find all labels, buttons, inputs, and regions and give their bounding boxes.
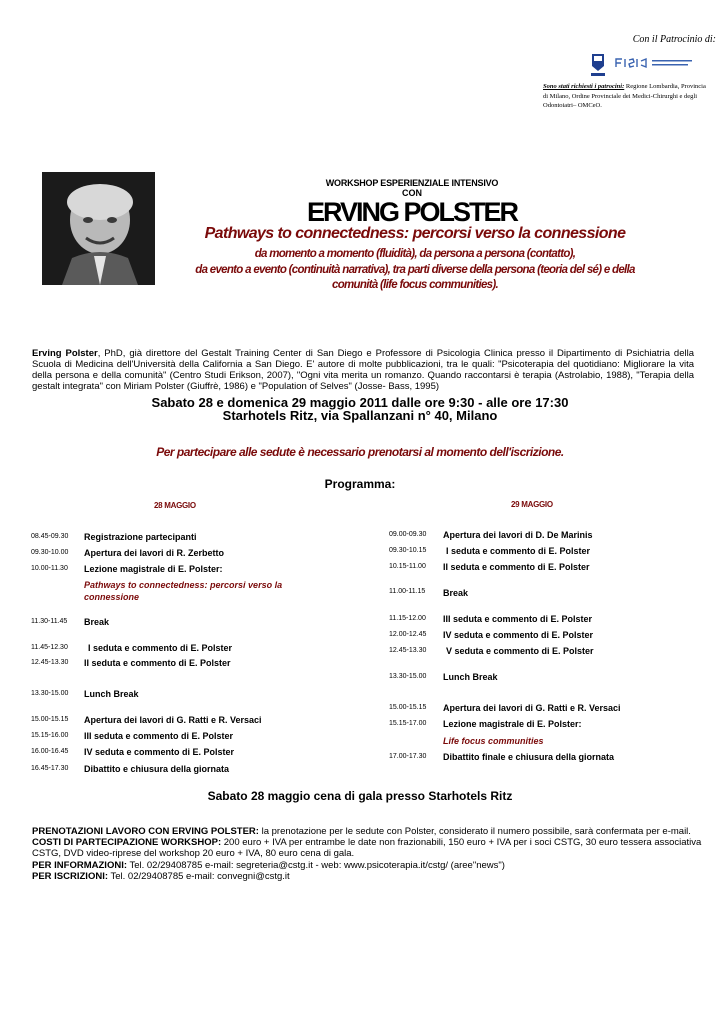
tagline-line: da evento a evento (continuità narrativa), tra parti diverse della persona (teoria del sé) e della xyxy=(195,263,635,276)
patronage-requested-lead: Sono stati richiesti i patrocini: xyxy=(543,83,625,90)
footer-text: Tel. 02/29408785 e-mail: convegni@cstg.it xyxy=(110,870,290,882)
speaker-photo xyxy=(42,172,155,285)
schedule-item: III seduta e commento di E. Polster xyxy=(84,731,234,741)
schedule-time: 15.15-17.00 xyxy=(389,720,427,727)
schedule-time: 12.45-13.30 xyxy=(31,659,69,666)
bio-name: Erving Polster xyxy=(32,348,98,359)
schedule-item: I seduta e commento di E. Polster xyxy=(446,546,591,556)
schedule-time: 08.45-09.30 xyxy=(31,533,69,540)
iiap-logo xyxy=(588,52,608,78)
schedule-item: Apertura dei lavori di G. Ratti e R. Versaci xyxy=(443,703,621,713)
footer-prenotazioni xyxy=(32,826,700,837)
schedule-time: 15.00-15.15 xyxy=(31,716,69,723)
schedule-item: Apertura dei lavori di D. De Marinis xyxy=(443,530,593,540)
programma-title: Programma: xyxy=(324,477,396,491)
schedule-item: V seduta e commento di E. Polster xyxy=(446,646,594,656)
workshop-subtitle: Pathways to connectedness: percorsi verso la connessione xyxy=(204,225,626,242)
schedule-time: 10.00-11.30 xyxy=(31,565,68,572)
footer-text: la prenotazione per le sedute con Polster, considerato il numero possibile, sarà confermata per e-mail. xyxy=(261,826,691,837)
footer-label: PRENOTAZIONI LAVORO CON ERVING POLSTER: xyxy=(32,826,259,837)
footer-costi-cont: CSTG, DVD video-riprese del workshop 20 euro + IVA, 80 euro cena di gala. xyxy=(32,848,355,860)
patronage-requested-text: Regione Lombardia, Provincia di Milano, Ordine Provinciale dei Medici-Chirurghi e degli Odontoiatri– OMCeO. xyxy=(543,83,706,109)
footer-costi xyxy=(32,837,700,848)
bio-text: , PhD, già direttore del Gestalt Training Center di San Diego e Professore di Psicologia Clinica presso il Dipartimento di Psichiatria della Scuola di Medicina dell'Università della California a San Diego. E' autore di molte pubblicazioni, tra le quali: "Psicoterapia del quotidiano: Migliorare la vita della persona e della comunità" (Centro Studi Erikson, 2007), "Ogni vita merita un romanzo. Quando raccontarsi è terapia (Astrolabio, 1988), "Terapia della gestalt integrata" con Miriam Polster (Giuffrè, 1986) e "Population of Selves" (Josse- Bass, 1995) xyxy=(32,348,694,392)
booking-note: Per partecipare alle sedute è necessario prenotarsi al momento dell'iscrizione. xyxy=(156,445,564,459)
schedule-item: Lezione magistrale di E. Polster: xyxy=(84,564,223,574)
fisig-logo xyxy=(614,56,694,70)
schedule-time: 13.30-15.00 xyxy=(389,673,427,680)
schedule-time: 12.00-12.45 xyxy=(389,631,427,638)
footer-label: COSTI DI PARTECIPAZIONE WORKSHOP: xyxy=(32,837,222,849)
schedule-item: Dibattito e chiusura della giornata xyxy=(84,764,230,774)
schedule-time: 12.45-13.30 xyxy=(389,647,427,654)
patronage-title: Con il Patrocinio di: xyxy=(632,34,716,45)
schedule-time: 13.30-15.00 xyxy=(31,690,69,697)
footer-text: 200 euro + IVA per entrambe le date non frazionabili, 150 euro + IVA per i soci CSTG, 30 euro tessera associativa xyxy=(223,837,702,849)
schedule-item: III seduta e commento di E. Polster xyxy=(443,614,593,624)
schedule-time: 15.15-16.00 xyxy=(31,732,69,739)
schedule-time: 16.45-17.30 xyxy=(31,765,69,772)
footer-label: PER INFORMAZIONI: xyxy=(32,859,127,871)
schedule-time: 11.30-11.45 xyxy=(31,618,68,625)
schedule-item: Lunch Break xyxy=(443,672,498,682)
workshop-type: WORKSHOP ESPERIENZIALE INTENSIVO xyxy=(325,178,499,188)
footer-iscrizioni xyxy=(32,871,700,882)
workshop-con: CON xyxy=(402,188,422,198)
schedule-item: Apertura dei lavori di R. Zerbetto xyxy=(84,548,225,558)
event-venue: Starhotels Ritz, via Spallanzani n° 40, Milano xyxy=(222,408,498,423)
patronage-requested xyxy=(543,82,711,111)
schedule-item: Lezione magistrale di E. Polster: xyxy=(443,719,582,729)
schedule-time: 11.00-11.15 xyxy=(389,588,426,595)
schedule-item: Apertura dei lavori di G. Ratti e R. Versaci xyxy=(84,715,262,725)
schedule-item: Lunch Break xyxy=(84,689,139,699)
footer-label: PER ISCRIZIONI: xyxy=(32,870,109,882)
event-dates: Sabato 28 e domenica 29 maggio 2011 dalle ore 9:30 - alle ore 17:30 xyxy=(151,395,569,410)
speaker-bio xyxy=(32,348,694,392)
schedule-item: I seduta e commento di E. Polster xyxy=(88,643,233,653)
schedule-time: 17.00-17.30 xyxy=(389,753,427,760)
schedule-item: Registrazione partecipanti xyxy=(84,532,197,542)
schedule-item: II seduta e commento di E. Polster xyxy=(443,562,590,572)
tagline-line: da momento a momento (fluidità), da persona a persona (contatto), xyxy=(254,248,576,260)
schedule-time: 11.15-12.00 xyxy=(389,615,426,622)
workshop-tagline xyxy=(180,247,650,294)
schedule-item: Break xyxy=(443,588,469,598)
schedule-time: 09.30-10.00 xyxy=(31,549,69,556)
schedule-item: IV seduta e commento di E. Polster xyxy=(443,630,594,640)
tagline-line: comunità (life focus communities). xyxy=(332,279,498,291)
day2-header: 29 MAGGIO xyxy=(511,500,553,509)
schedule-time: 09.30-10.15 xyxy=(389,547,427,554)
schedule-time: 15.00-15.15 xyxy=(389,704,427,711)
schedule-time: 09.00-09.30 xyxy=(389,531,427,538)
schedule-note: Pathways to connectedness: percorsi verso la connessione xyxy=(84,580,283,602)
schedule-note: Life focus communities xyxy=(443,736,544,746)
day1-header: 28 MAGGIO xyxy=(154,501,196,510)
footer-info xyxy=(32,826,700,882)
footer-informazioni xyxy=(32,860,700,871)
schedule-time: 11.45-12.30 xyxy=(31,644,68,651)
schedule-item: IV seduta e commento di E. Polster xyxy=(84,747,235,757)
gala-dinner: Sabato 28 maggio cena di gala presso Starhotels Ritz xyxy=(207,789,513,803)
footer-text: Tel. 02/29408785 e-mail: segreteria@cstg.it - web: www.psicoterapia.it/cstg/ (aree"news") xyxy=(129,859,505,871)
schedule-item: Break xyxy=(84,617,110,627)
schedule-time: 10.15-11.00 xyxy=(389,563,426,570)
schedule-item: II seduta e commento di E. Polster xyxy=(84,658,231,668)
schedule-time: 16.00-16.45 xyxy=(31,748,69,755)
speaker-name: ERVING POLSTER xyxy=(306,197,518,227)
schedule-item: Dibattito finale e chiusura della giornata xyxy=(443,752,615,762)
